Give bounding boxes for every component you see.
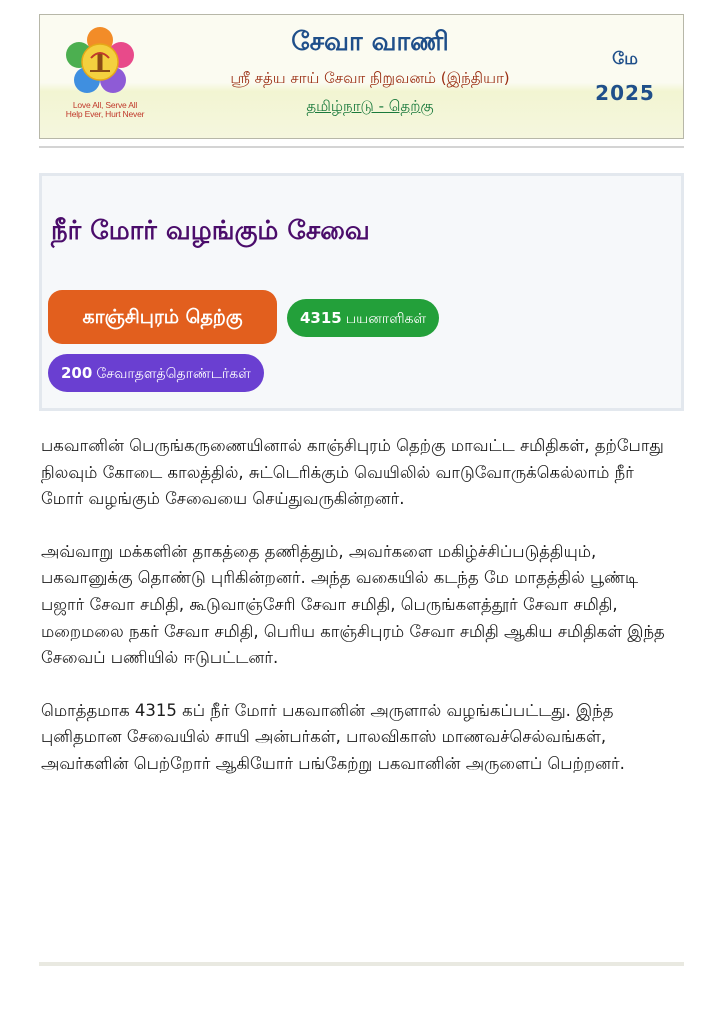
beneficiaries-badge xyxy=(287,299,439,337)
issue-month: மே xyxy=(612,49,638,69)
organization-name: ஸ்ரீ சத்ய சாய் சேவா நிறுவனம் (இந்தியா) xyxy=(230,69,510,87)
service-title: நீர் மோர் வழங்கும் சேவை xyxy=(51,216,370,246)
article-body xyxy=(41,433,681,804)
motto-tagline: Love All, Serve All Help Ever, Hurt Never xyxy=(65,100,145,119)
divider xyxy=(39,146,684,148)
footer-divider xyxy=(39,962,684,966)
newsletter-header xyxy=(39,14,684,139)
paragraph: மொத்தமாக 4315 கப் நீர் மோர் பகவானின் அருளால் வழங்கப்பட்டது. இந்த புனிதமான சேவையில் சாயி அன்பர்கள், பாலவிகாஸ் மாணவச்செல்வங்கள், அவர்களின் பெற்றோர் ஆகியோர் பங்கேற்று பகவானின் அருளைப் பெற்றனர். xyxy=(41,700,625,773)
volunteers-count: 200 xyxy=(61,364,93,382)
paragraph: பகவானின் பெருங்கருணையினால் காஞ்சிபுரம் தெற்கு மாவட்ட சமிதிகள், தற்போது நிலவும் கோடை காலத்தில், சுட்டெரிக்கும் வெயிலில் வாடுவோருக்கெல்லாம் நீர் மோர் வழங்கும் சேவையை செய்துவருகின்றனர். xyxy=(41,436,664,509)
region-link[interactable]: தமிழ்நாடு - தெற்கு xyxy=(306,97,434,115)
issue-year: 2025 xyxy=(595,81,655,105)
beneficiaries-count: 4315 xyxy=(300,309,342,327)
district-badge: காஞ்சிபுரம் தெற்கு xyxy=(48,290,277,344)
service-summary-card xyxy=(39,173,684,411)
volunteers-label: சேவாதளத்தொண்டர்கள் xyxy=(96,366,251,382)
volunteers-badge xyxy=(48,354,264,392)
newsletter-title: சேவா வாணி xyxy=(291,27,449,57)
paragraph: அவ்வாறு மக்களின் தாகத்தை தணித்தும், அவர்களை மகிழ்ச்சிப்படுத்தியும், பகவானுக்கு தொண்டு புரிகின்றனர். அந்த வகையில் கடந்த மே மாதத்தில் பூண்டி பஜார் சேவா சமிதி, கூடுவாஞ்சேரி சேவா சமிதி, பெருங்களத்தூர் சேவா சமிதி, மறைமலை நகர் சேவா சமிதி, பெரிய காஞ்சிபுரம் சேவா சமிதி ஆகிய சமிதிகள் இந்த சேவைப் பணியில் ஈடுபட்டனர். xyxy=(41,541,665,668)
sarva-dharma-lotus-icon xyxy=(62,24,138,100)
beneficiaries-label: பயனாளிகள் xyxy=(345,311,427,327)
